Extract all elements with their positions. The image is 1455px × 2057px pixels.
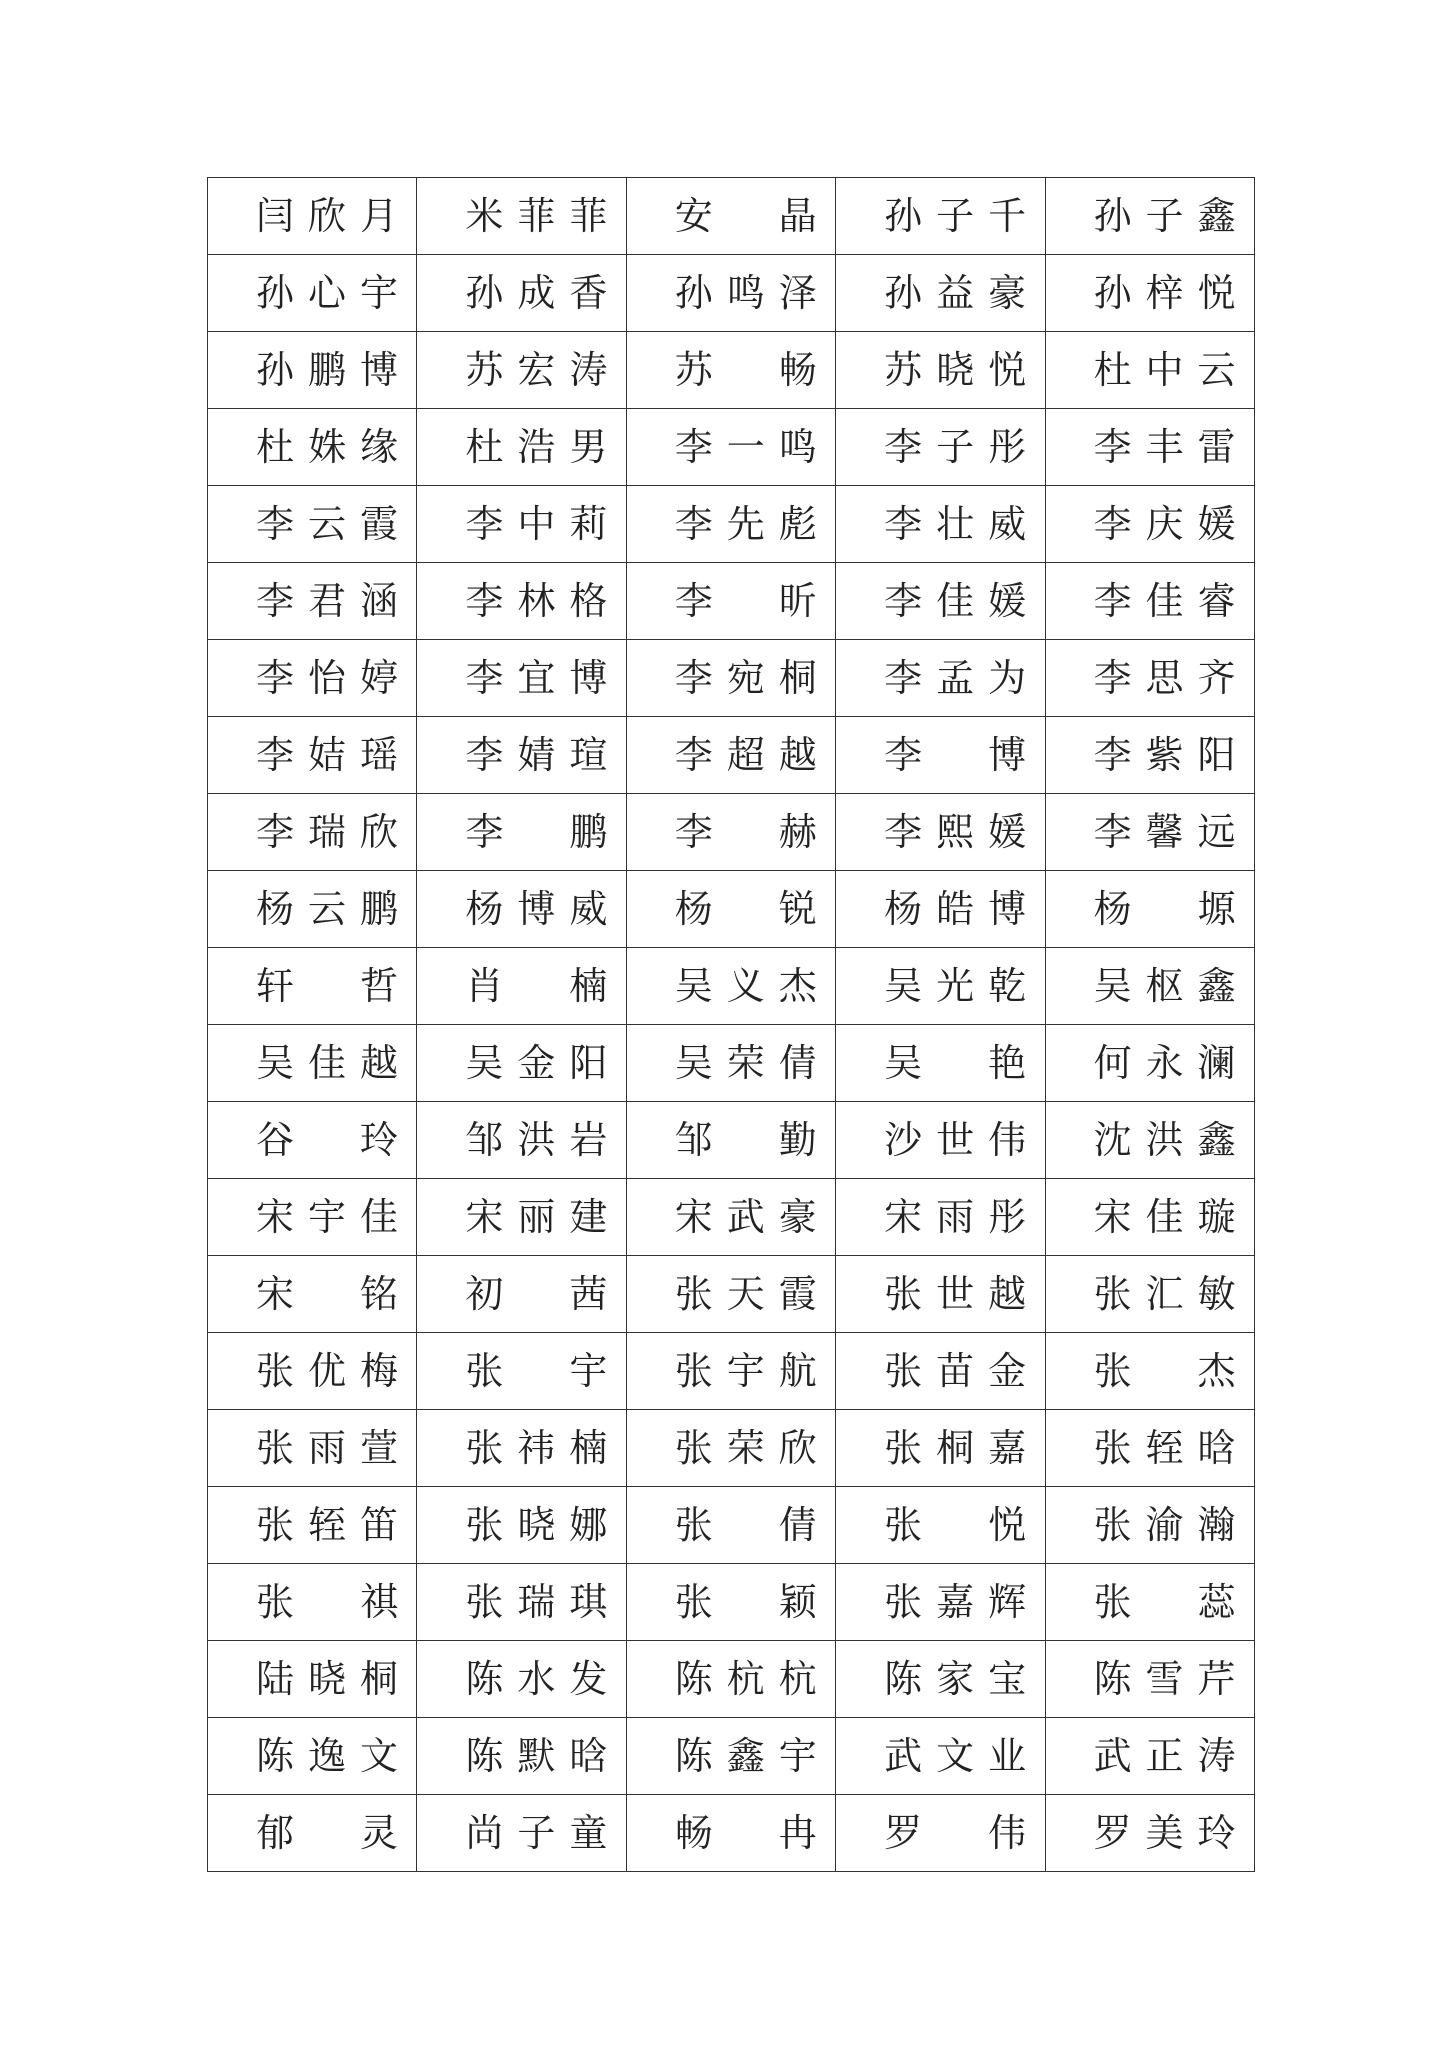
name-cell	[208, 871, 417, 948]
person-name: 张轾晗	[1093, 1426, 1240, 1470]
name-cell	[836, 1641, 1045, 1718]
person-name: 杨 塬	[1093, 887, 1240, 931]
person-name: 张苗金	[884, 1349, 1031, 1393]
person-name: 张桐嘉	[884, 1426, 1031, 1470]
person-name: 张荣欣	[674, 1426, 821, 1470]
name-cell	[417, 1102, 626, 1179]
person-name: 张 宇	[465, 1349, 612, 1393]
name-cell	[417, 1487, 626, 1564]
person-name: 沙世伟	[884, 1118, 1031, 1162]
table-row	[208, 1795, 1255, 1872]
person-name: 李 鹏	[465, 810, 612, 854]
person-name: 李熙媛	[884, 810, 1031, 854]
name-cell	[417, 1333, 626, 1410]
person-name: 杜姝缘	[256, 425, 402, 469]
name-cell	[208, 255, 417, 332]
name-list-body	[208, 178, 1255, 1872]
name-cell	[417, 1410, 626, 1487]
name-cell	[1045, 1564, 1254, 1641]
person-name: 杨 锐	[674, 887, 821, 931]
name-cell	[417, 948, 626, 1025]
person-name: 宋武豪	[674, 1195, 821, 1239]
name-cell	[626, 1256, 835, 1333]
person-name: 闫欣月	[256, 194, 402, 238]
name-cell	[626, 1410, 835, 1487]
person-name: 孙心宇	[256, 271, 402, 315]
name-cell	[626, 1333, 835, 1410]
name-cell	[626, 563, 835, 640]
person-name: 李怡婷	[256, 656, 402, 700]
table-row	[208, 332, 1255, 409]
person-name: 陈默晗	[465, 1734, 612, 1778]
name-cell	[208, 1795, 417, 1872]
name-cell	[417, 563, 626, 640]
name-cell	[208, 332, 417, 409]
name-cell	[836, 871, 1045, 948]
person-name: 张汇敏	[1093, 1272, 1240, 1316]
person-name: 安 晶	[674, 194, 821, 238]
name-cell	[208, 1641, 417, 1718]
name-cell	[626, 1102, 835, 1179]
person-name: 陈水发	[465, 1657, 612, 1701]
person-name: 张 颖	[674, 1580, 821, 1624]
person-name: 张天霞	[674, 1272, 821, 1316]
name-cell	[626, 1718, 835, 1795]
person-name: 李馨远	[1093, 810, 1240, 854]
name-cell	[208, 794, 417, 871]
person-name: 孙子鑫	[1093, 194, 1240, 238]
name-cell	[208, 178, 417, 255]
name-cell	[1045, 640, 1254, 717]
name-cell	[417, 871, 626, 948]
table-row	[208, 255, 1255, 332]
person-name: 李宛桐	[674, 656, 821, 700]
person-name: 张优梅	[256, 1349, 402, 1393]
name-cell	[1045, 486, 1254, 563]
table-row	[208, 1256, 1255, 1333]
name-cell	[417, 1256, 626, 1333]
person-name: 李 昕	[674, 579, 821, 623]
name-cell	[1045, 563, 1254, 640]
person-name: 张晓娜	[465, 1503, 612, 1547]
person-name: 张 蕊	[1093, 1580, 1240, 1624]
person-name: 吴金阳	[465, 1041, 612, 1085]
person-name: 孙鹏博	[256, 348, 402, 392]
person-name: 张 悦	[884, 1503, 1031, 1547]
name-cell	[417, 1025, 626, 1102]
name-cell	[208, 1564, 417, 1641]
person-name: 孙鸣泽	[674, 271, 821, 315]
person-name: 宋 铭	[256, 1272, 402, 1316]
name-cell	[626, 409, 835, 486]
name-cell	[836, 178, 1045, 255]
name-cell	[836, 1025, 1045, 1102]
name-cell	[626, 1179, 835, 1256]
table-row	[208, 1410, 1255, 1487]
person-name: 武文业	[884, 1734, 1031, 1778]
name-cell	[836, 1410, 1045, 1487]
name-cell	[208, 1025, 417, 1102]
name-cell	[208, 486, 417, 563]
person-name: 张 杰	[1093, 1349, 1240, 1393]
person-name: 孙梓悦	[1093, 271, 1240, 315]
table-row	[208, 1641, 1255, 1718]
person-name: 轩 哲	[256, 964, 402, 1008]
name-cell	[836, 640, 1045, 717]
person-name: 杨皓博	[884, 887, 1031, 931]
name-cell	[417, 640, 626, 717]
person-name: 孙子千	[884, 194, 1031, 238]
person-name: 吴枢鑫	[1093, 964, 1240, 1008]
table-row	[208, 486, 1255, 563]
name-cell	[1045, 1102, 1254, 1179]
person-name: 沈洪鑫	[1093, 1118, 1240, 1162]
person-name: 李子彤	[884, 425, 1031, 469]
person-name: 杨云鹏	[256, 887, 402, 931]
person-name: 苏宏涛	[465, 348, 612, 392]
table-row	[208, 178, 1255, 255]
name-cell	[417, 794, 626, 871]
person-name: 张雨萱	[256, 1426, 402, 1470]
person-name: 张 祺	[256, 1580, 402, 1624]
name-cell	[1045, 1410, 1254, 1487]
name-cell	[626, 178, 835, 255]
table-row	[208, 871, 1255, 948]
name-cell	[1045, 1333, 1254, 1410]
name-cell	[208, 563, 417, 640]
person-name: 李超越	[674, 733, 821, 777]
person-name: 杜中云	[1093, 348, 1240, 392]
name-cell	[836, 1487, 1045, 1564]
table-row	[208, 948, 1255, 1025]
name-cell	[836, 1256, 1045, 1333]
person-name: 吴义杰	[674, 964, 821, 1008]
person-name: 李先彪	[674, 502, 821, 546]
table-row	[208, 717, 1255, 794]
name-cell	[626, 1641, 835, 1718]
name-cell	[417, 1718, 626, 1795]
name-cell	[208, 1410, 417, 1487]
person-name: 吴光乾	[884, 964, 1031, 1008]
person-name: 李婧瑄	[465, 733, 612, 777]
name-cell	[626, 794, 835, 871]
table-row	[208, 640, 1255, 717]
name-cell	[1045, 1487, 1254, 1564]
name-cell	[417, 178, 626, 255]
name-cell	[1045, 948, 1254, 1025]
person-name: 肖 楠	[465, 964, 612, 1008]
name-cell	[1045, 1025, 1254, 1102]
name-cell	[208, 1718, 417, 1795]
person-name: 陈雪芹	[1093, 1657, 1240, 1701]
person-name: 苏 畅	[674, 348, 821, 392]
person-name: 李云霞	[256, 502, 402, 546]
name-cell	[626, 948, 835, 1025]
person-name: 宋佳璇	[1093, 1195, 1240, 1239]
person-name: 宋雨彤	[884, 1195, 1031, 1239]
person-name: 武正涛	[1093, 1734, 1240, 1778]
name-cell	[836, 1718, 1045, 1795]
person-name: 宋宇佳	[256, 1195, 402, 1239]
person-name: 何永澜	[1093, 1041, 1240, 1085]
person-name: 李君涵	[256, 579, 402, 623]
person-name: 李思齐	[1093, 656, 1240, 700]
name-cell	[417, 332, 626, 409]
name-cell	[1045, 1256, 1254, 1333]
name-cell	[836, 1333, 1045, 1410]
person-name: 吴 艳	[884, 1041, 1031, 1085]
name-cell	[626, 1487, 835, 1564]
person-name: 李中莉	[465, 502, 612, 546]
person-name: 郁 灵	[256, 1811, 402, 1855]
person-name: 李瑞欣	[256, 810, 402, 854]
name-cell	[1045, 1718, 1254, 1795]
name-cell	[417, 486, 626, 563]
person-name: 张瑞琪	[465, 1580, 612, 1624]
person-name: 陈鑫宇	[674, 1734, 821, 1778]
person-name: 吴荣倩	[674, 1041, 821, 1085]
name-cell	[1045, 717, 1254, 794]
name-cell	[836, 1564, 1045, 1641]
name-cell	[208, 717, 417, 794]
person-name: 李宜博	[465, 656, 612, 700]
name-cell	[626, 255, 835, 332]
person-name: 张轾笛	[256, 1503, 402, 1547]
name-cell	[836, 948, 1045, 1025]
person-name: 张嘉辉	[884, 1580, 1031, 1624]
name-cell	[208, 1333, 417, 1410]
person-name: 邹 勤	[674, 1118, 821, 1162]
name-cell	[626, 717, 835, 794]
name-cell	[626, 332, 835, 409]
name-cell	[626, 1564, 835, 1641]
name-cell	[417, 409, 626, 486]
name-cell	[836, 1102, 1045, 1179]
person-name: 李佳媛	[884, 579, 1031, 623]
name-cell	[836, 563, 1045, 640]
person-name: 李紫阳	[1093, 733, 1240, 777]
person-name: 张祎楠	[465, 1426, 612, 1470]
person-name: 陆晓桐	[256, 1657, 402, 1701]
person-name: 陈家宝	[884, 1657, 1031, 1701]
name-cell	[208, 1256, 417, 1333]
name-cell	[1045, 1641, 1254, 1718]
person-name: 邹洪岩	[465, 1118, 612, 1162]
name-cell	[836, 409, 1045, 486]
person-name: 李佳睿	[1093, 579, 1240, 623]
name-cell	[417, 1795, 626, 1872]
name-cell	[626, 486, 835, 563]
name-cell	[208, 1102, 417, 1179]
person-name: 吴佳越	[256, 1041, 402, 1085]
person-name: 李孟为	[884, 656, 1031, 700]
name-cell	[836, 332, 1045, 409]
table-row	[208, 1025, 1255, 1102]
table-row	[208, 1718, 1255, 1795]
name-cell	[626, 1025, 835, 1102]
name-cell	[1045, 1179, 1254, 1256]
name-cell	[417, 1641, 626, 1718]
person-name: 李壮威	[884, 502, 1031, 546]
name-cell	[836, 486, 1045, 563]
table-row	[208, 563, 1255, 640]
table-row	[208, 794, 1255, 871]
name-cell	[626, 640, 835, 717]
person-name: 陈杭杭	[674, 1657, 821, 1701]
name-cell	[417, 717, 626, 794]
name-cell	[1045, 332, 1254, 409]
table-row	[208, 1333, 1255, 1410]
person-name: 畅 冉	[674, 1811, 821, 1855]
name-cell	[836, 717, 1045, 794]
person-name: 李姞瑶	[256, 733, 402, 777]
name-cell	[836, 794, 1045, 871]
person-name: 张宇航	[674, 1349, 821, 1393]
person-name: 罗美玲	[1093, 1811, 1240, 1855]
person-name: 孙益豪	[884, 271, 1031, 315]
person-name: 李林格	[465, 579, 612, 623]
person-name: 张世越	[884, 1272, 1031, 1316]
name-cell	[208, 1487, 417, 1564]
person-name: 李庆媛	[1093, 502, 1240, 546]
name-cell	[1045, 255, 1254, 332]
name-cell	[626, 1795, 835, 1872]
table-row	[208, 1487, 1255, 1564]
name-cell	[208, 409, 417, 486]
person-name: 陈逸文	[256, 1734, 402, 1778]
name-cell	[1045, 871, 1254, 948]
name-cell	[1045, 178, 1254, 255]
person-name: 谷 玲	[256, 1118, 402, 1162]
table-row	[208, 409, 1255, 486]
person-name: 张 倩	[674, 1503, 821, 1547]
name-cell	[208, 640, 417, 717]
table-row	[208, 1102, 1255, 1179]
name-list-table	[207, 177, 1255, 1872]
name-cell	[1045, 409, 1254, 486]
name-cell	[208, 948, 417, 1025]
person-name: 杨博威	[465, 887, 612, 931]
person-name: 孙成香	[465, 271, 612, 315]
name-cell	[1045, 794, 1254, 871]
table-row	[208, 1179, 1255, 1256]
person-name: 李 赫	[674, 810, 821, 854]
table-row	[208, 1564, 1255, 1641]
person-name: 李 博	[884, 733, 1031, 777]
name-cell	[836, 1179, 1045, 1256]
person-name: 苏晓悦	[884, 348, 1031, 392]
name-cell	[417, 1564, 626, 1641]
person-name: 初 茜	[465, 1272, 612, 1316]
name-cell	[836, 1795, 1045, 1872]
person-name: 罗 伟	[884, 1811, 1031, 1855]
name-cell	[836, 255, 1045, 332]
person-name: 米菲菲	[465, 194, 612, 238]
name-cell	[208, 1179, 417, 1256]
person-name: 尚子童	[465, 1811, 612, 1855]
name-cell	[626, 871, 835, 948]
person-name: 宋丽建	[465, 1195, 612, 1239]
person-name: 杜浩男	[465, 425, 612, 469]
person-name: 李一鸣	[674, 425, 821, 469]
name-cell	[1045, 1795, 1254, 1872]
name-cell	[417, 255, 626, 332]
name-cell	[417, 1179, 626, 1256]
person-name: 张渝瀚	[1093, 1503, 1240, 1547]
person-name: 李丰雷	[1093, 425, 1240, 469]
